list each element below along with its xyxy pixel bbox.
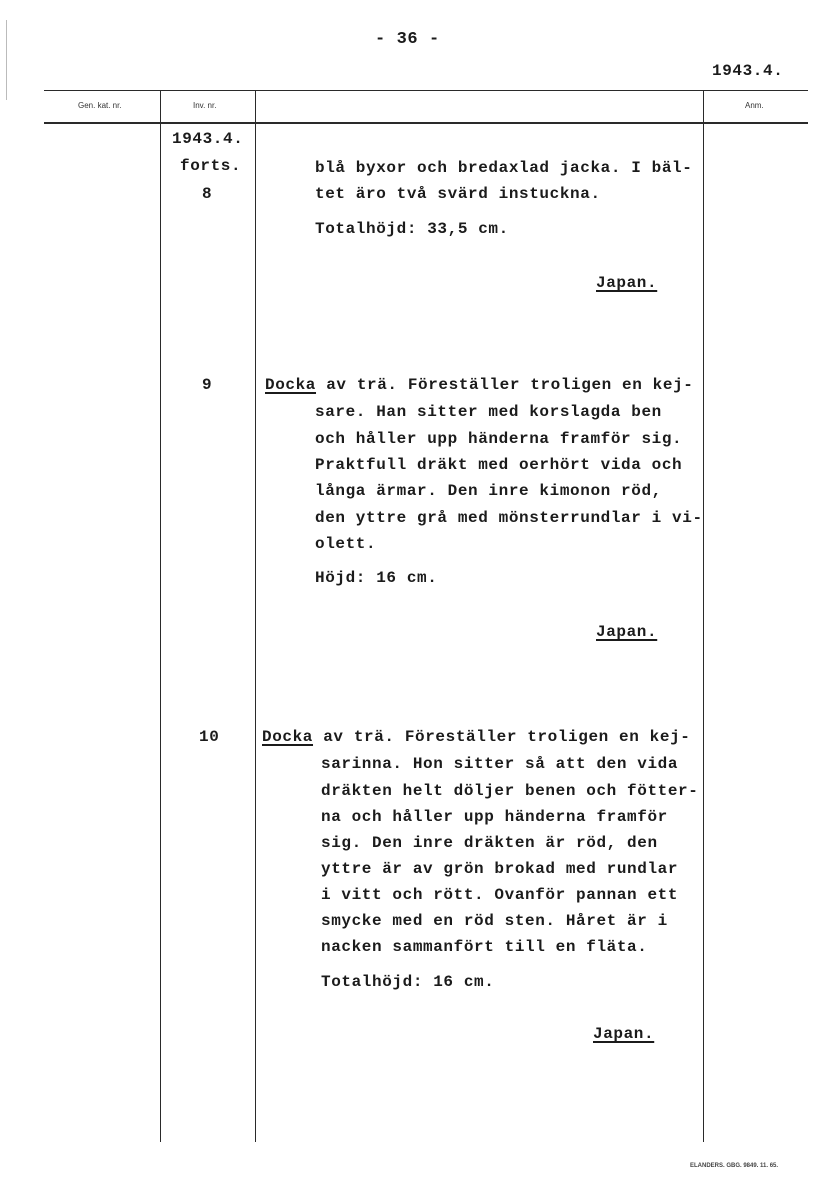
entry-9-lead-word: Docka — [265, 376, 317, 394]
entry-10-first-line: av trä. Föreställer troligen en kej- — [313, 728, 691, 746]
entry-10-measure: Totalhöjd: 16 cm. — [321, 973, 495, 991]
entry-9-line-0 — [265, 376, 693, 394]
table-top-rule — [44, 90, 808, 91]
entry-8-line-1: blå byxor och bredaxlad jacka. I bäl- — [315, 159, 693, 177]
entry-8-line-2: tet äro två svärd instuckna. — [315, 185, 601, 203]
entry-10-line-4: sig. Den inre dräkten är röd, den — [321, 834, 658, 852]
entry-8-measure: Totalhöjd: 33,5 cm. — [315, 220, 509, 238]
inv-number-cont: 1943.4. — [172, 130, 244, 148]
entry-10-line-3: na och håller upp händerna framför — [321, 808, 668, 826]
column-divider-2 — [255, 90, 256, 1142]
entry-10-line-1: sarinna. Hon sitter så att den vida — [321, 755, 679, 773]
header-gen-kat-nr: Gen. kat. nr. — [78, 101, 122, 110]
entry-10-lead-word: Docka — [262, 728, 314, 746]
entry-9-line-1: sare. Han sitter med korslagda ben — [315, 403, 662, 421]
entry-9-line-4: långa ärmar. Den inre kimonon röd, — [315, 482, 662, 500]
entry-10-line-5: yttre är av grön brokad med rundlar — [321, 860, 679, 878]
table-header-rule — [44, 122, 808, 124]
inv-forts: forts. — [180, 157, 242, 175]
inv-number-10: 10 — [199, 728, 220, 746]
entry-10-line-7: smycke med en röd sten. Håret är i — [321, 912, 668, 930]
entry-9-line-2: och håller upp händerna framför sig. — [315, 430, 683, 448]
entry-9-measure: Höjd: 16 cm. — [315, 569, 438, 587]
entry-9-line-6: olett. — [315, 535, 377, 553]
entry-10-line-8: nacken sammanfört till en fläta. — [321, 938, 648, 956]
entry-9-line-3: Praktfull dräkt med oerhört vida och — [315, 456, 683, 474]
entry-9-line-5: den yttre grå med mönsterrundlar i vi- — [315, 509, 703, 527]
left-margin-mark — [6, 20, 7, 100]
entry-10-line-6: i vitt och rött. Ovanför pannan ett — [321, 886, 679, 904]
entry-8-origin: Japan. — [596, 274, 658, 292]
inv-number-9: 9 — [202, 376, 213, 394]
column-divider-1 — [160, 90, 161, 1142]
inv-number-8: 8 — [202, 185, 213, 203]
header-anm: Anm. — [745, 101, 764, 110]
entry-10-line-0 — [262, 728, 690, 746]
entry-9-first-line: av trä. Föreställer troligen en kej- — [316, 376, 694, 394]
entry-9-origin: Japan. — [596, 623, 658, 641]
printer-mark: ELANDERS. GBG. 9849. 11. 65. — [690, 1163, 779, 1169]
column-divider-3 — [703, 90, 704, 1142]
page-number: - 36 - — [375, 30, 440, 49]
entry-10-origin: Japan. — [593, 1025, 655, 1043]
entry-10-line-2: dräkten helt döljer benen och fötter- — [321, 782, 699, 800]
header-inv-nr: Inv. nr. — [193, 101, 217, 110]
year-reference: 1943.4. — [712, 62, 784, 80]
